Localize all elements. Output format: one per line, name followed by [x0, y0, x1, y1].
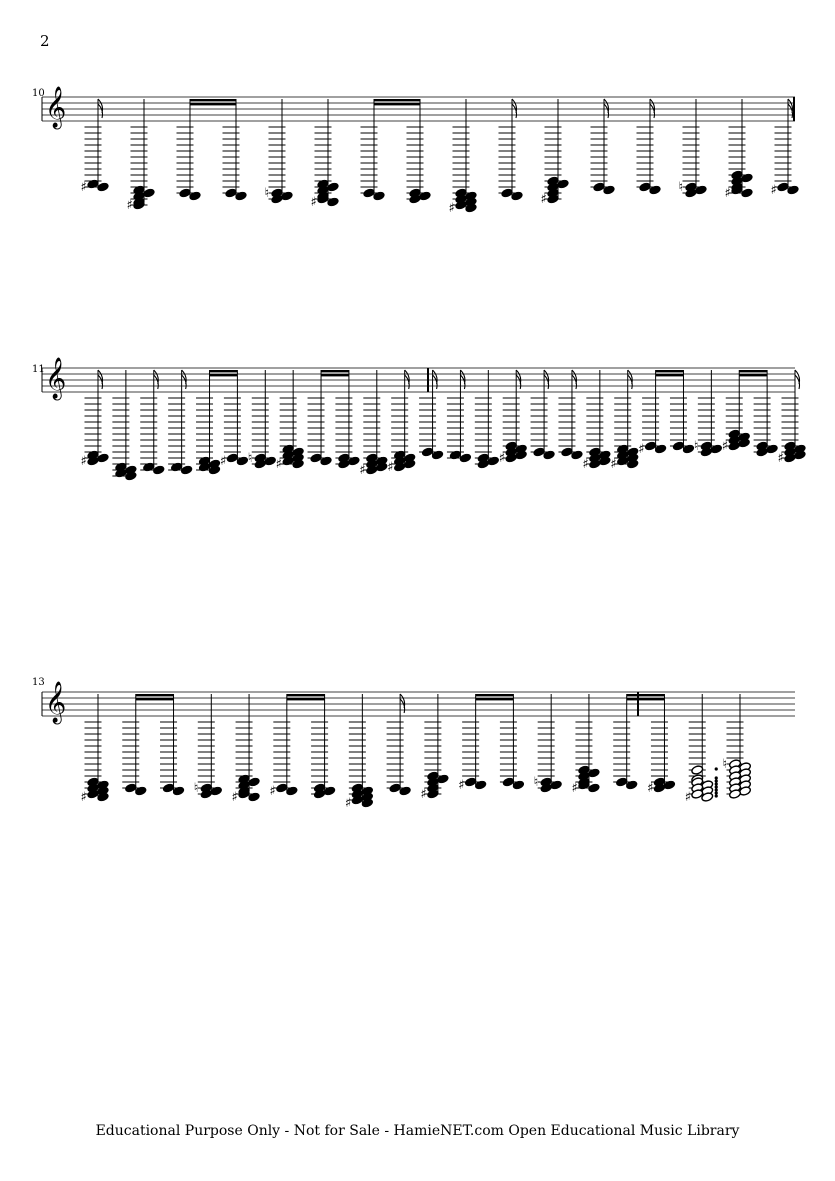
page-number: 2 — [40, 32, 50, 50]
dot — [715, 794, 718, 797]
beam — [210, 374, 238, 376]
natural-sign-icon: ♮ — [264, 186, 270, 201]
beam — [627, 694, 665, 696]
chord — [591, 99, 616, 195]
chord — [499, 99, 524, 201]
measure-number: 13 — [32, 677, 45, 688]
sharp-sign-icon: ♯ — [387, 460, 394, 475]
chord — [160, 694, 185, 796]
beam — [739, 374, 767, 376]
sharp-sign-icon: ♯ — [310, 195, 317, 210]
sharp-sign-icon: ♯ — [80, 454, 87, 469]
chord — [670, 370, 695, 454]
natural-sign-icon: ♮ — [722, 757, 728, 772]
chord — [582, 370, 611, 472]
beam — [190, 99, 236, 101]
treble-clef-icon: 𝄞 — [45, 358, 67, 399]
beam — [136, 694, 174, 696]
chord — [499, 370, 528, 466]
chord — [754, 370, 779, 457]
notehead — [691, 765, 704, 776]
chord — [311, 99, 340, 210]
chord — [127, 99, 156, 213]
beam — [287, 698, 325, 700]
sharp-sign-icon: ♯ — [219, 454, 227, 469]
beam — [321, 374, 349, 376]
chord — [531, 370, 556, 460]
chord — [610, 370, 639, 472]
sharp-sign-icon: ♯ — [540, 192, 547, 207]
sharp-sign-icon: ♯ — [646, 781, 654, 796]
chord — [475, 370, 500, 469]
chord — [778, 370, 807, 466]
flag — [795, 370, 800, 389]
dot — [715, 782, 718, 785]
chord — [232, 694, 261, 805]
chord — [112, 370, 137, 481]
natural-sign-icon: ♮ — [678, 180, 684, 195]
dot — [715, 776, 718, 779]
natural-sign-icon: ♮ — [533, 775, 539, 790]
chord — [449, 99, 478, 216]
staff-system — [32, 677, 795, 811]
chord — [345, 694, 374, 811]
chord — [122, 694, 173, 796]
chord — [685, 694, 718, 805]
chord — [177, 99, 237, 201]
sharp-sign-icon: ♯ — [582, 457, 589, 472]
measure-number: 10 — [32, 88, 45, 99]
beam — [321, 370, 349, 372]
chord — [534, 694, 563, 793]
beam — [656, 374, 684, 376]
chord — [361, 99, 421, 201]
beam — [656, 370, 684, 372]
chord — [447, 370, 472, 463]
staff-system — [32, 86, 799, 216]
staff-system — [32, 357, 806, 481]
sharp-sign-icon: ♯ — [231, 790, 238, 805]
dot — [715, 788, 718, 791]
chord — [458, 694, 513, 793]
chord — [771, 99, 800, 198]
sharp-sign-icon: ♯ — [770, 183, 777, 198]
natural-sign-icon: ♮ — [693, 439, 699, 454]
dot — [715, 791, 718, 794]
chord — [725, 99, 754, 201]
beam — [476, 694, 514, 696]
sharp-sign-icon: ♯ — [80, 180, 87, 195]
chord — [81, 99, 110, 195]
dot — [715, 785, 718, 788]
chord — [387, 694, 412, 796]
chord — [722, 370, 767, 454]
sharp-sign-icon: ♯ — [610, 457, 617, 472]
sharp-sign-icon: ♯ — [724, 186, 731, 201]
sharp-sign-icon: ♯ — [458, 778, 465, 793]
beam — [190, 103, 236, 105]
chord — [81, 694, 110, 805]
chord — [223, 99, 248, 201]
beam — [210, 370, 238, 372]
beam — [374, 99, 420, 101]
sharp-sign-icon: ♯ — [638, 442, 645, 457]
sharp-sign-icon: ♯ — [498, 451, 505, 466]
sharp-sign-icon: ♯ — [721, 439, 729, 454]
sharp-sign-icon: ♯ — [126, 198, 133, 213]
chord — [276, 370, 305, 472]
chord — [679, 99, 708, 198]
sharp-sign-icon: ♯ — [275, 457, 282, 472]
beam — [627, 698, 665, 700]
chord — [419, 370, 444, 460]
beam — [739, 370, 767, 372]
beam — [136, 698, 174, 700]
chord — [637, 99, 662, 195]
chord — [500, 694, 525, 790]
chord — [558, 370, 583, 460]
natural-sign-icon: ♮ — [247, 451, 253, 466]
chord — [220, 370, 249, 469]
treble-clef-icon: 𝄞 — [45, 87, 67, 128]
dot — [715, 767, 718, 770]
chord — [647, 694, 676, 796]
treble-clef-icon: 𝄞 — [45, 682, 67, 723]
chord — [81, 370, 110, 469]
sharp-sign-icon: ♯ — [448, 201, 455, 216]
sharp-sign-icon: ♯ — [571, 781, 578, 796]
beam — [374, 103, 420, 105]
natural-sign-icon: ♮ — [193, 781, 199, 796]
sharp-sign-icon: ♯ — [777, 451, 784, 466]
sharp-sign-icon: ♯ — [269, 784, 276, 799]
sharp-sign-icon: ♯ — [80, 790, 87, 805]
sharp-sign-icon: ♯ — [359, 463, 366, 478]
beam — [476, 698, 514, 700]
sharp-sign-icon: ♯ — [684, 790, 692, 805]
sharp-sign-icon: ♯ — [344, 796, 352, 811]
chord — [335, 370, 360, 469]
beam — [287, 694, 325, 696]
chord — [571, 694, 600, 796]
dot — [715, 779, 718, 782]
chord — [694, 370, 723, 457]
sharp-sign-icon: ♯ — [420, 787, 427, 802]
chord — [248, 370, 277, 469]
measure-number: 11 — [32, 364, 45, 375]
footer-notice: Educational Purpose Only - Not for Sale - HamieNET.com Open Educational Music Library — [95, 1123, 740, 1139]
